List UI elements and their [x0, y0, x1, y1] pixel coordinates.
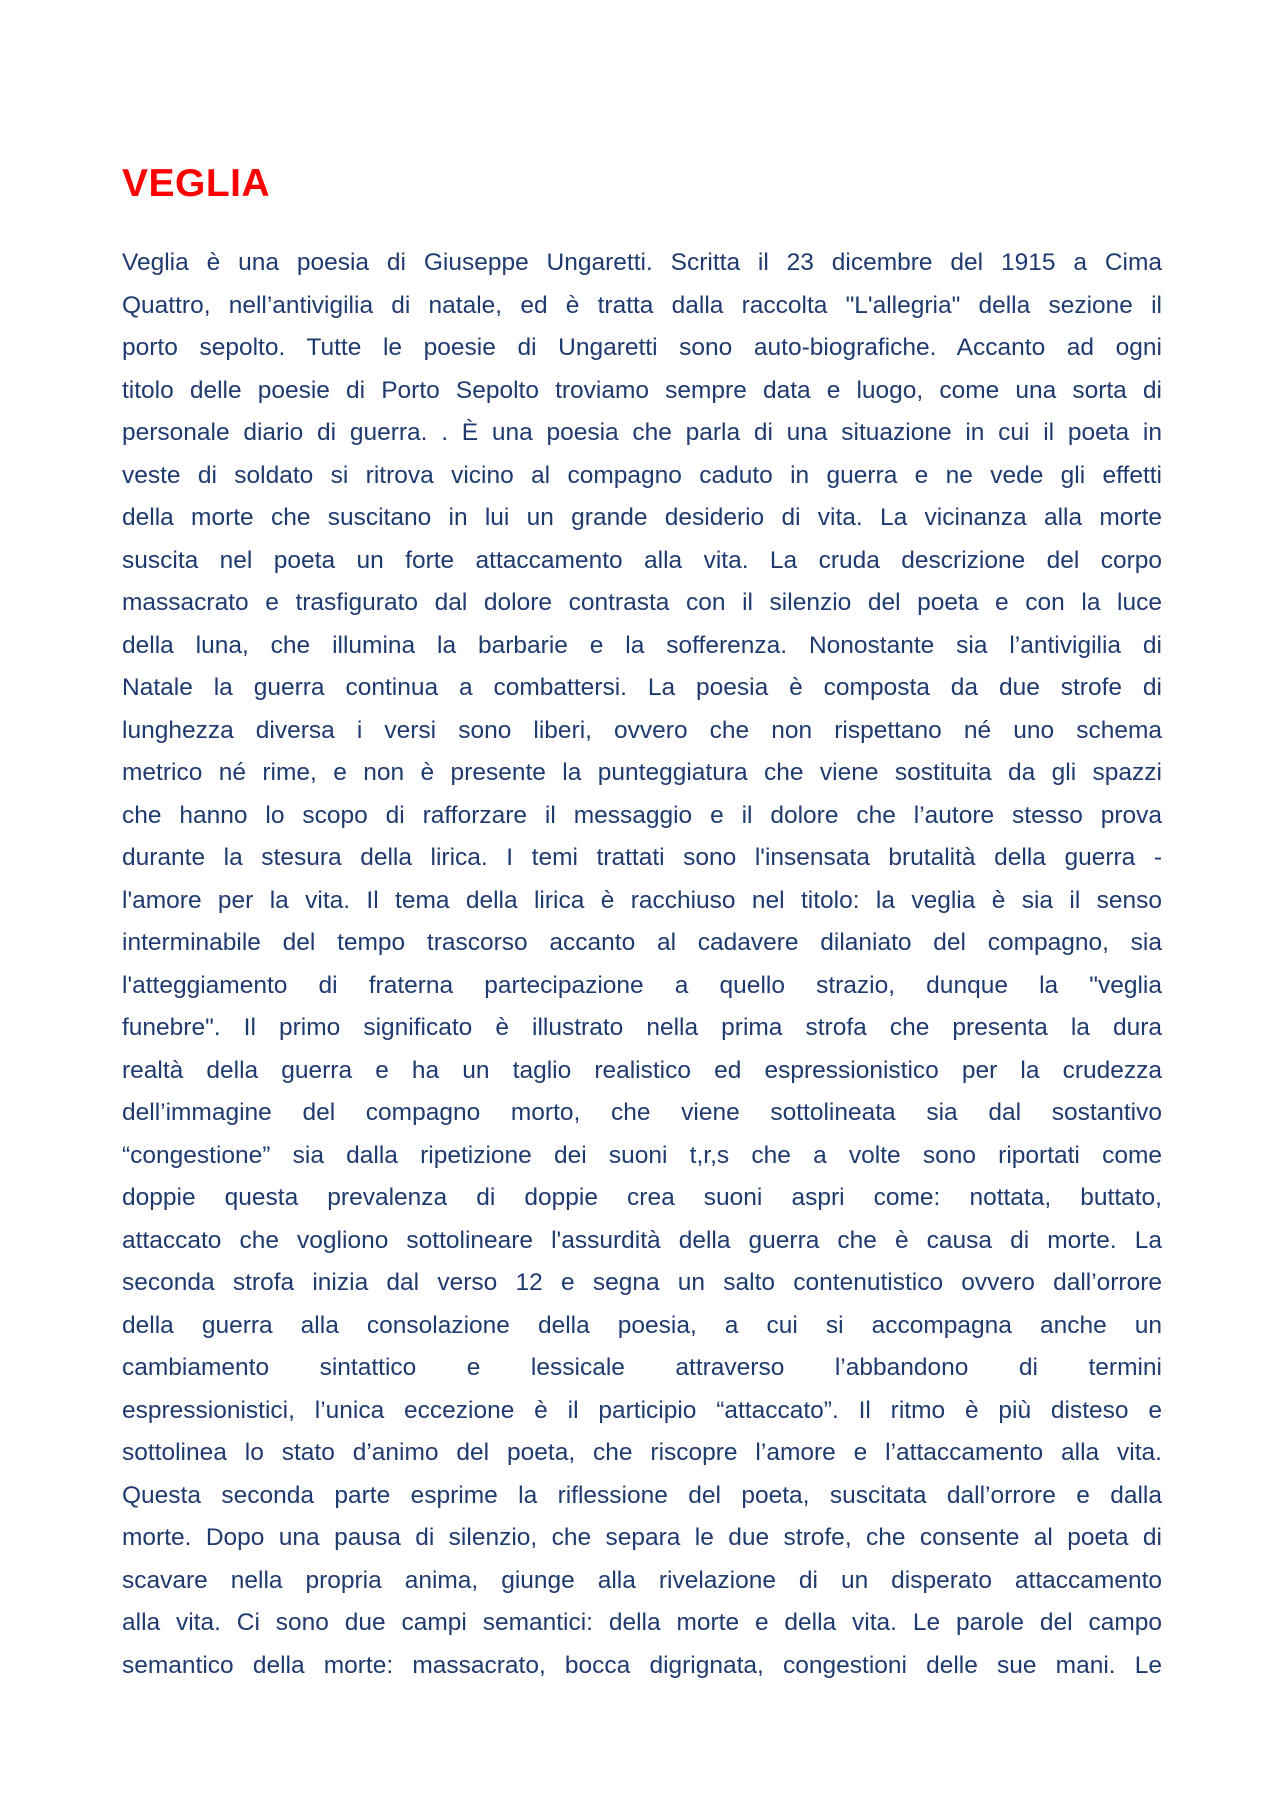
text-line: cambiamento sintattico e lessicale attraverso l’abbandono di termini: [122, 1354, 1162, 1381]
text-line: suscita nel poeta un forte attaccamento alla vita. La cruda descrizione del corpo: [122, 546, 1162, 574]
text-line: della morte che suscitano in lui un grande desiderio di vita. La vicinanza alla morte: [122, 504, 1162, 531]
text-line: dell’immagine del compagno morto, che viene sottolineata sia dal sostantivo: [122, 1099, 1162, 1126]
text-line: Quattro, nell’antivigilia di natale, ed è tratta dalla raccolta "L'allegria" della sezione il: [122, 291, 1162, 319]
text-line: metrico né rime, e non è presente la punteggiatura che viene sostituita da gli spazzi: [122, 759, 1162, 786]
text-line: Natale la guerra continua a combattersi. La poesia è composta da due strofe di: [122, 674, 1162, 701]
text-line: personale diario di guerra. . È una poesia che parla di una situazione in cui il poeta in: [122, 419, 1162, 446]
text-line: massacrato e trasfigurato dal dolore contrasta con il silenzio del poeta e con la luce: [122, 589, 1162, 616]
text-line: della guerra alla consolazione della poesia, a cui si accompagna anche un: [122, 1311, 1162, 1339]
text-line: Veglia è una poesia di Giuseppe Ungaretti. Scritta il 23 dicembre del 1915 a Cima: [122, 249, 1162, 276]
text-line: l'atteggiamento di fraterna partecipazione a quello strazio, dunque la "veglia: [122, 971, 1162, 999]
text-line: durante la stesura della lirica. I temi trattati sono l'insensata brutalità della guerra -: [122, 844, 1162, 871]
text-line: “congestione” sia dalla ripetizione dei suoni t,r,s che a volte sono riportati come: [122, 1141, 1162, 1169]
text-line: veste di soldato si ritrova vicino al compagno caduto in guerra e ne vede gli effetti: [122, 461, 1162, 489]
text-line: titolo delle poesie di Porto Sepolto troviamo sempre data e luogo, come una sorta di: [122, 376, 1162, 404]
text-line: alla vita. Ci sono due campi semantici: della morte e della vita. Le parole del campo: [122, 1609, 1162, 1636]
text-line: sottolinea lo stato d’animo del poeta, che riscopre l’amore e l’attaccamento alla vita.: [122, 1439, 1162, 1466]
document-title: VEGLIA: [122, 162, 271, 205]
text-line: doppie questa prevalenza di doppie crea suoni aspri come: nottata, buttato,: [122, 1184, 1162, 1211]
text-line: della luna, che illumina la barbarie e la sofferenza. Nonostante sia l’antivigilia di: [122, 631, 1162, 659]
text-line: morte. Dopo una pausa di silenzio, che separa le due strofe, che consente al poeta di: [122, 1524, 1162, 1551]
text-line: che hanno lo scopo di rafforzare il messaggio e il dolore che l’autore stesso prova: [122, 801, 1162, 829]
body-paragraph: [122, 242, 1162, 1687]
text-line: interminabile del tempo trascorso accanto al cadavere dilaniato del compagno, sia: [122, 929, 1162, 956]
text-line: espressionistici, l’unica eccezione è il participio “attaccato”. Il ritmo è più disteso e: [122, 1396, 1162, 1424]
text-line: porto sepolto. Tutte le poesie di Ungaretti sono auto-biografiche. Accanto ad ogni: [122, 334, 1162, 361]
text-line: semantico della morte: massacrato, bocca digrignata, congestioni delle sue mani. Le: [122, 1651, 1162, 1679]
text-line: funebre". Il primo significato è illustrato nella prima strofa che presenta la dura: [122, 1014, 1162, 1041]
text-line: scavare nella propria anima, giunge alla rivelazione di un disperato attaccamento: [122, 1566, 1162, 1594]
text-line: lunghezza diversa i versi sono liberi, ovvero che non rispettano né uno schema: [122, 716, 1162, 744]
text-line: l'amore per la vita. Il tema della lirica è racchiuso nel titolo: la veglia è sia il senso: [122, 886, 1162, 914]
text-line: realtà della guerra e ha un taglio realistico ed espressionistico per la crudezza: [122, 1056, 1162, 1084]
text-line: seconda strofa inizia dal verso 12 e segna un salto contenutistico ovvero dall’orrore: [122, 1269, 1162, 1296]
text-line: attaccato che vogliono sottolineare l'assurdità della guerra che è causa di morte. La: [122, 1226, 1162, 1254]
text-line: Questa seconda parte esprime la riflessione del poeta, suscitata dall’orrore e dalla: [122, 1481, 1162, 1509]
